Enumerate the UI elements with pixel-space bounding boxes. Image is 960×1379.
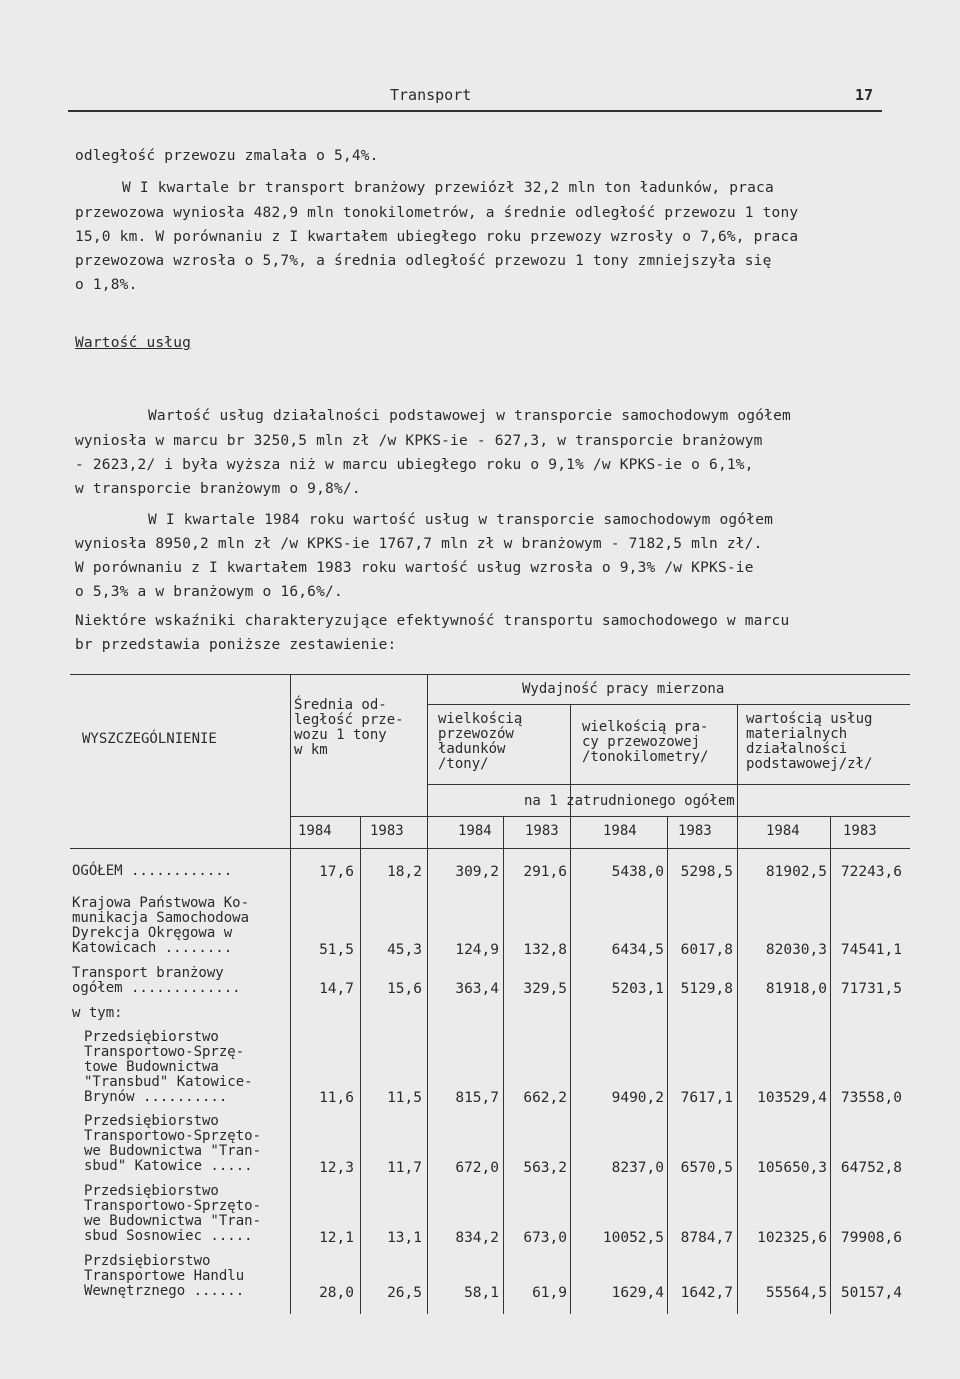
year-cell: 1984 [458, 823, 492, 839]
sub-work-header: wielkością pra- cy przewozowej /tonokilometry/ [582, 719, 709, 765]
header-title: Transport [390, 86, 472, 104]
cell-value: 51,5 [319, 942, 354, 958]
cell-value: 5129,8 [680, 981, 733, 997]
row-label: Przedsiębiorstwo Transportowo-Sprzęto- we Budownictwa "Tran- sbud Sosnowiec ..... [84, 1183, 262, 1244]
page-number: 17 [855, 86, 874, 104]
cell-value: 61,9 [532, 1285, 567, 1301]
cell-value: 13,1 [387, 1230, 422, 1246]
cell-value: 1629,4 [611, 1285, 664, 1301]
year-cell: 1984 [298, 823, 332, 839]
cell-value: 11,7 [387, 1160, 422, 1176]
cell-value: 102325,6 [757, 1230, 827, 1246]
cell-value: 103529,4 [757, 1090, 827, 1106]
paragraph-line: przewozowa wyniosła 482,9 mln tonokilometrów, a średnie odległość przewozu 1 tony [75, 205, 799, 221]
row-label: Przedsiębiorstwo Transportowo-Sprzę- towe Budownictwa "Transbud" Katowice- Brynów .......... [84, 1029, 253, 1105]
cell-value: 81918,0 [765, 981, 827, 997]
row-label: Przedsiębiorstwo Transportowo-Sprzęto- we Budownictwa "Tran- sbud" Katowice ..... [84, 1113, 262, 1174]
paragraph-line: wyniosła w marcu br 3250,5 mln zł /w KPKS-ie - 627,3, w transporcie branżowym [75, 433, 763, 449]
cell-value: 18,2 [387, 864, 422, 880]
table-rule [830, 816, 831, 1314]
row-label: w tym: [72, 1005, 123, 1021]
cell-value: 6570,5 [680, 1160, 733, 1176]
row-label: OGÓŁEM ............ [72, 863, 233, 879]
cell-value: 8237,0 [611, 1160, 664, 1176]
paragraph-line: Niektóre wskaźniki charakteryzujące efektywność transportu samochodowego w marcu [75, 613, 790, 629]
table-rule [427, 784, 910, 785]
productivity-header: Wydajność pracy mierzona [522, 681, 725, 697]
table-rule [360, 816, 361, 1314]
cell-value: 9490,2 [611, 1090, 664, 1106]
cell-value: 5298,5 [680, 864, 733, 880]
cell-value: 50157,4 [840, 1285, 902, 1301]
cell-value: 82030,3 [765, 942, 827, 958]
cell-value: 11,6 [319, 1090, 354, 1106]
cell-value: 79908,6 [840, 1230, 902, 1246]
cell-value: 58,1 [464, 1285, 499, 1301]
cell-value: 329,5 [523, 981, 567, 997]
row-label: Krajowa Państwowa Ko- munikacja Samochodowa Dyrekcja Okręgowa w Katowicach ........ [72, 895, 250, 956]
cell-value: 662,2 [523, 1090, 567, 1106]
table-rule [290, 674, 291, 1314]
cell-value: 673,0 [523, 1230, 567, 1246]
cell-value: 17,6 [319, 864, 354, 880]
paragraph-line: br przedstawia poniższe zestawienie: [75, 637, 397, 653]
statistics-table [70, 674, 910, 1314]
cell-value: 26,5 [387, 1285, 422, 1301]
cell-value: 71731,5 [840, 981, 902, 997]
table-rule [70, 674, 910, 675]
cell-value: 6434,5 [611, 942, 664, 958]
paragraph-line: odległość przewozu zmalała o 5,4%. [75, 148, 379, 164]
year-cell: 1983 [678, 823, 712, 839]
cell-value: 834,2 [455, 1230, 499, 1246]
cell-value: 73558,0 [840, 1090, 902, 1106]
cell-value: 309,2 [455, 864, 499, 880]
cell-value: 72243,6 [840, 864, 902, 880]
paragraph-line: Wartość usług działalności podstawowej w transporcie samochodowym ogółem [148, 408, 791, 424]
cell-value: 11,5 [387, 1090, 422, 1106]
year-cell: 1984 [766, 823, 800, 839]
cell-value: 12,1 [319, 1230, 354, 1246]
cell-value: 12,3 [319, 1160, 354, 1176]
cell-value: 105650,3 [757, 1160, 827, 1176]
table-rule [503, 816, 504, 1314]
year-cell: 1983 [843, 823, 877, 839]
row-label: Transport branżowy ogółem ............. [72, 965, 241, 996]
year-cell: 1983 [525, 823, 559, 839]
col-label-header: WYSZCZEGÓLNIENIE [82, 731, 217, 747]
cell-value: 815,7 [455, 1090, 499, 1106]
year-cell: 1984 [603, 823, 637, 839]
cell-value: 81902,5 [765, 864, 827, 880]
table-rule [290, 816, 910, 817]
section-heading: Wartość usług [75, 335, 192, 351]
cell-value: 291,6 [523, 864, 567, 880]
col-distance-header: Średnia od- ległość prze- wozu 1 tony w km [294, 697, 404, 758]
paragraph-line: W I kwartale 1984 roku wartość usług w transporcie samochodowym ogółem [148, 512, 774, 528]
cell-value: 672,0 [455, 1160, 499, 1176]
sub-tonnage-header: wielkością przewozów ładunków /tony/ [438, 711, 523, 772]
sub-value-header: wartością usług materialnych działalności podstawowej/zł/ [746, 711, 873, 772]
cell-value: 64752,8 [840, 1160, 902, 1176]
cell-value: 45,3 [387, 942, 422, 958]
cell-value: 74541,1 [840, 942, 902, 958]
per-employee-header: na 1 zatrudnionego ogółem [524, 793, 735, 809]
table-rule [737, 704, 738, 1314]
cell-value: 55564,5 [765, 1285, 827, 1301]
cell-value: 124,9 [455, 942, 499, 958]
paragraph-line: 15,0 km. W porównaniu z I kwartałem ubiegłego roku przewozy wzrosły o 7,6%, praca [75, 229, 799, 245]
cell-value: 8784,7 [680, 1230, 733, 1246]
cell-value: 10052,5 [602, 1230, 664, 1246]
cell-value: 5438,0 [611, 864, 664, 880]
cell-value: 563,2 [523, 1160, 567, 1176]
header-rule [68, 110, 882, 112]
row-label: Przdsiębiorstwo Transportowe Handlu Wewnętrznego ...... [84, 1253, 245, 1299]
cell-value: 6017,8 [680, 942, 733, 958]
paragraph-line: W I kwartale br transport branżowy przewiózł 32,2 mln ton ładunków, praca [122, 180, 774, 196]
paragraph-line: - 2623,2/ i była wyższa niż w marcu ubiegłego roku o 9,1% /w KPKS-ie o 6,1%, [75, 457, 754, 473]
paragraph-line: W porównaniu z I kwartałem 1983 roku wartość usług wzrosła o 9,3% /w KPKS-ie [75, 560, 754, 576]
cell-value: 363,4 [455, 981, 499, 997]
table-rule [70, 848, 910, 849]
table-rule [667, 816, 668, 1314]
cell-value: 1642,7 [680, 1285, 733, 1301]
cell-value: 5203,1 [611, 981, 664, 997]
table-rule [427, 674, 428, 1314]
paragraph-line: przewozowa wzrosła o 5,7%, a średnia odległość przewozu 1 tony zmniejszyła się [75, 253, 772, 269]
paragraph-line: o 1,8%. [75, 277, 138, 293]
cell-value: 28,0 [319, 1285, 354, 1301]
cell-value: 15,6 [387, 981, 422, 997]
paragraph-line: w transporcie branżowym o 9,8%/. [75, 481, 361, 497]
table-rule [427, 704, 910, 705]
cell-value: 132,8 [523, 942, 567, 958]
year-cell: 1983 [370, 823, 404, 839]
paragraph-line: o 5,3% a w branżowym o 16,6%/. [75, 584, 343, 600]
paragraph-line: wyniosła 8950,2 mln zł /w KPKS-ie 1767,7 mln zł w branżowym - 7182,5 mln zł/. [75, 536, 763, 552]
cell-value: 7617,1 [680, 1090, 733, 1106]
cell-value: 14,7 [319, 981, 354, 997]
